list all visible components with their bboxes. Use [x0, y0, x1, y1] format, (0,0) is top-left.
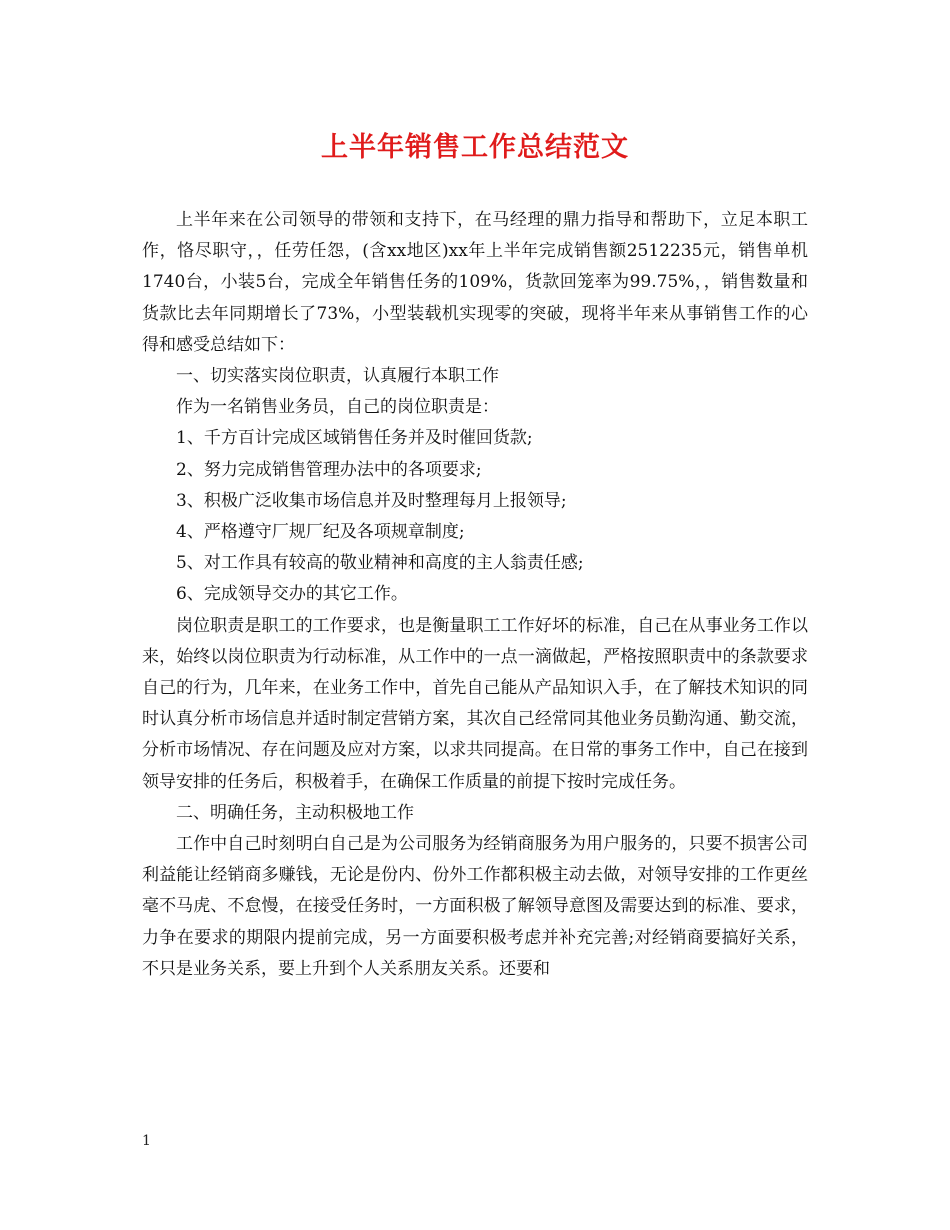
list-item: 6、完成领导交办的其它工作。: [176, 584, 408, 605]
list-item: 1、千方百计完成区域销售任务并及时催回货款;: [176, 428, 533, 449]
paragraph-duties-detail: 岗位职责是职工的工作要求，也是衡量职工工作好坏的标准，自己在从事业务工作以来，始终以岗位职责为行动标准，从工作中的一点一滴做起，严格按照职责中的条款要求自己的行为，几年来，在业务工作中，首先自己能从产品知识入手，在了解技术知识的同时认真分析市场信息并适时制定营销方案，其次自己经常同其他业务员勤沟通、勤交流，分析市场情况、存在问题及应对方案，以求共同提高。在日常的事务工作中，自己在接到领导安排的任务后，积极着手，在确保工作质量的前提下按时完成任务。: [142, 615, 808, 792]
list-item: 5、对工作具有较高的敬业精神和高度的主人翁责任感;: [176, 553, 584, 574]
list-item: 3、积极广泛收集市场信息并及时整理每月上报领导;: [176, 490, 567, 511]
list-item: 4、严格遵守厂规厂纪及各项规章制度;: [176, 522, 465, 543]
paragraph-tasks: 工作中自己时刻明白自己是为公司服务为经销商服务为用户服务的，只要不损害公司利益能让经销商多赚钱，无论是份内、份外工作都积极主动去做，对领导安排的工作更丝毫不马虎、不怠慢，在接受任务时，一方面积极了解领导意图及需要达到的标准、要求，力争在要求的期限内提前完成，另一方面要积极考虑并补充完善;对经销商要搞好关系，不只是业务关系，要上升到个人关系朋友关系。还要和: [142, 834, 808, 979]
section-heading-1: 一、切实落实岗位职责，认真履行本职工作: [176, 366, 499, 387]
section-heading-2: 二、明确任务，主动积极地工作: [176, 802, 414, 823]
page-number: 1: [142, 1133, 151, 1149]
document-body: [142, 205, 808, 985]
document-title: 上半年销售工作总结范文: [321, 132, 629, 163]
paragraph-intro: 上半年来在公司领导的带领和支持下，在马经理的鼎力指导和帮助下，立足本职工作，恪尽职守，，任劳任怨，(含xx地区)xx年上半年完成销售额2512235元，销售单机1740台，小装5台，完成全年销售任务的109%，货款回笼率为99.75%，，销售数量和货款比去年同期增长了73%，小型装载机实现零的突破，现将半年来从事销售工作的心得和感受总结如下：: [142, 210, 808, 355]
list-item: 2、努力完成销售管理办法中的各项要求;: [176, 459, 482, 480]
paragraph-duties-intro: 作为一名销售业务员，自己的岗位职责是：: [176, 397, 499, 418]
